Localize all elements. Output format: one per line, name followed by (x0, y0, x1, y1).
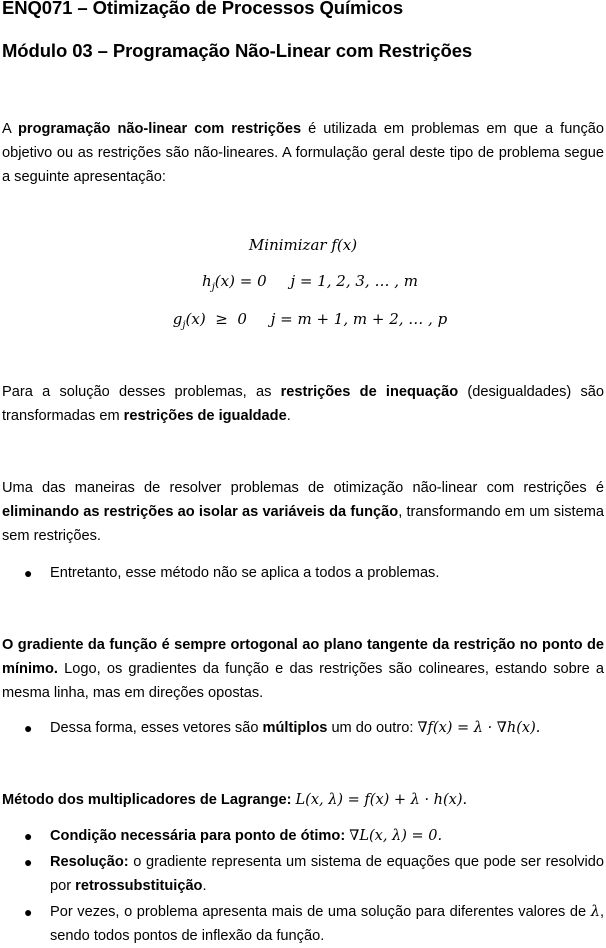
list-item: ● Por vezes, o problema apresenta mais de uma solução para diferentes valores de λ, sendo todos pontos de inflexão da função. (2, 900, 604, 948)
intro-paragraph: A programação não-linear com restrições é utilizada em problemas em que a função objetivo ou as restrições são não-lineares. A formulação geral deste tipo de problema segue a seguinte apresentação: (2, 121, 604, 185)
list-item: ● Condição necessária para ponto de ótimo: ∇L(x, λ) = 0. (2, 824, 604, 848)
lagrange-heading: Método dos multiplicadores de Lagrange: L(x, λ) = f(x) + λ · h(x). (2, 792, 468, 808)
module-title: Módulo 03 – Programação Não-Linear com Restrições (2, 40, 473, 61)
list-item: ● Entretanto, esse método não se aplica a todos a problemas. (2, 561, 604, 585)
gradient-paragraph: O gradiente da função é sempre ortogonal ao plano tangente da restrição no ponto de mínimo. Logo, os gradientes da função e das restrições são colineares, estando sobre a mesma linha, mas em direções opostas. (2, 637, 604, 701)
lagrange-bullets (2, 824, 604, 948)
gradient-bullets (2, 716, 604, 740)
bullet-icon: ● (24, 904, 33, 920)
elimination-bullets (2, 561, 604, 585)
bullet-icon: ● (24, 854, 33, 870)
inequality-constraint: $g_j(x) \ge 0$ j = m + 1, m + 2, … , p (172, 310, 448, 331)
equality-constraint: $h_j(x) = 0$ j = 1, 2, 3, … , m (202, 272, 418, 293)
bullet-icon: ● (24, 565, 33, 581)
list-item: ● Resolução: o gradiente representa um sistema de equações que pode ser resolvido por retrossubstituição. (2, 850, 604, 898)
transformation-paragraph: Para a solução desses problemas, as restrições de inequação (desigualdades) são transformadas em restrições de igualdade. (2, 384, 605, 424)
course-title: ENQ071 – Otimização de Processos Químicos (2, 0, 404, 18)
bullet-icon: ● (24, 828, 33, 844)
bullet-icon: ● (24, 720, 33, 736)
elimination-paragraph: Uma das maneiras de resolver problemas de otimização não-linear com restrições é eliminando as restrições ao isolar as variáveis da função, transformando em um sistema sem restrições. (2, 480, 604, 544)
list-item: ● Dessa forma, esses vetores são múltiplos um do outro: ∇f(x) = λ · ∇h(x). (2, 716, 604, 740)
objective-equation: Minimizar f(x) (248, 236, 358, 254)
